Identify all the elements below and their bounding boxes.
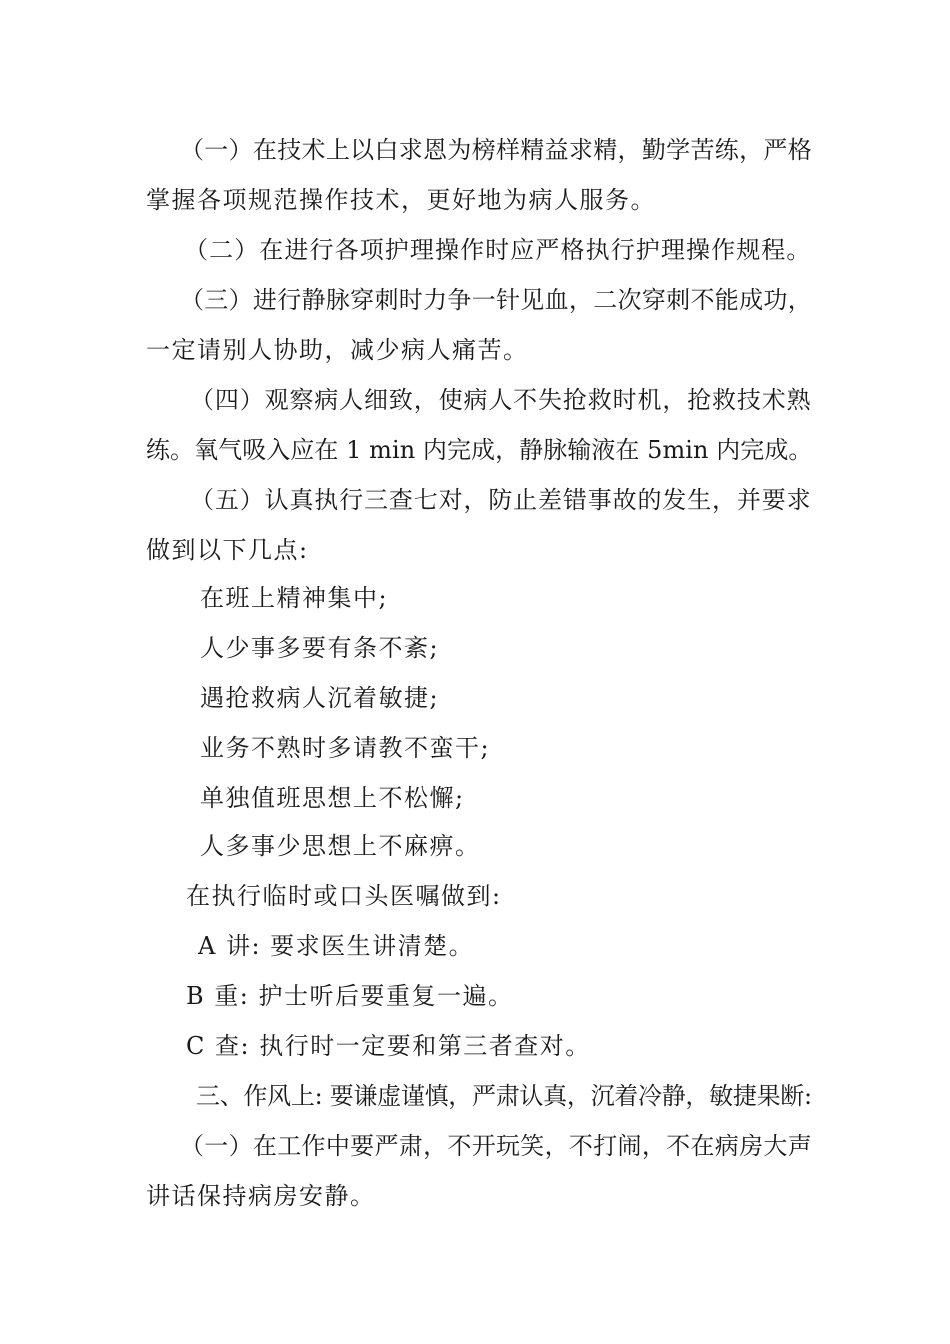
oral-order-c: C 查: 执行时一定要和第三者查对。 (186, 1032, 591, 1060)
paragraph-5-line-1: （五）认真执行三查七对，防止差错事故的发生，并要求 (190, 486, 812, 514)
oral-order-heading: 在执行临时或口头医嘱做到: (186, 882, 502, 910)
oral-order-a: A 讲: 要求医生讲清楚。 (198, 932, 475, 960)
section-3-item-1-line-1: （一）在工作中要严肃，不开玩笑，不打闹，不在病房大声 (180, 1132, 812, 1160)
paragraph-4-line-1: （四）观察病人细致，使病人不失抢救时机，抢救技术熟 (190, 386, 812, 414)
list-item-3: 遇抢救病人沉着敏捷; (200, 684, 440, 712)
paragraph-3-line-2: 一定请别人协助，减少病人痛苦。 (146, 336, 529, 364)
paragraph-1-line-1: （一）在技术上以白求恩为榜样精益求精，勤学苦练，严格 (180, 136, 812, 164)
paragraph-1-line-2: 掌握各项规范操作技术，更好地为病人服务。 (146, 186, 656, 214)
list-item-5: 单独值班思想上不松懈; (200, 784, 465, 812)
list-item-6: 人多事少思想上不麻痹。 (200, 832, 481, 860)
paragraph-3-line-1: （三）进行静脉穿刺时力争一针见血，二次穿刺不能成功， (180, 286, 812, 314)
list-item-1: 在班上精神集中; (200, 584, 389, 612)
section-3-heading: 三、作风上: 要谦虚谨慎，严肃认真，沉着冷静，敏捷果断: (196, 1082, 812, 1110)
list-item-2: 人少事多要有条不紊; (200, 634, 440, 662)
oral-order-b: B 重: 护士听后要重复一遍。 (186, 982, 514, 1010)
paragraph-2-line-1: （二）在进行各项护理操作时应严格执行护理操作规程。 (184, 236, 812, 264)
paragraph-4-line-2: 练。氧气吸入应在 1 min 内完成，静脉输液在 5min 内完成。 (146, 436, 813, 464)
list-item-4: 业务不熟时多请教不蛮干; (200, 734, 491, 762)
paragraph-5-line-2: 做到以下几点: (146, 536, 309, 564)
section-3-item-1-line-2: 讲话保持病房安静。 (146, 1182, 376, 1210)
